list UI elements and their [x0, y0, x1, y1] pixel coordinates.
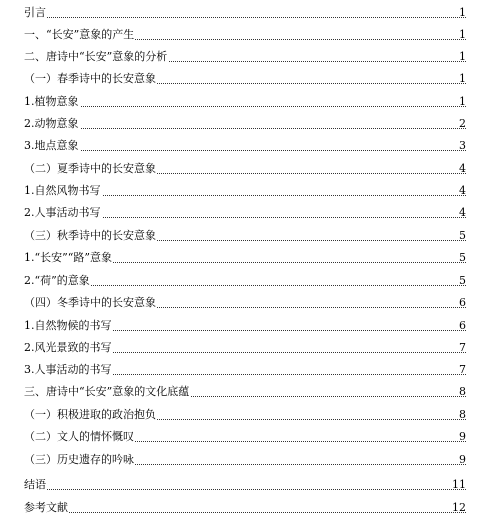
toc-entry-page: 1 [459, 50, 466, 63]
toc-entry-label: （二）夏季诗中的长安意象 [24, 162, 156, 175]
toc-entry-page: 4 [459, 184, 466, 197]
toc-entry-page: 5 [459, 229, 466, 242]
toc-entry-page: 6 [459, 319, 466, 332]
toc-entry-label: （二）文人的情怀慨叹 [24, 430, 134, 443]
toc-entry-label: 2.人事活动书写 [24, 206, 101, 219]
toc-entry[interactable] [0, 499, 500, 519]
toc-entry-page: 2 [459, 117, 466, 130]
toc-entry-page: 5 [459, 274, 466, 287]
toc-entry-label: （一）积极进取的政治抱负 [24, 408, 156, 421]
toc-entry-page: 1 [459, 72, 466, 85]
toc-entry-page: 12 [452, 501, 466, 514]
toc-entry-label: （四）冬季诗中的长安意象 [24, 296, 156, 309]
toc-entry-page: 7 [459, 363, 466, 376]
toc-entry[interactable] [0, 451, 500, 471]
toc-entry-label: 3.人事活动的书写 [24, 363, 112, 376]
toc-entry-page: 8 [459, 408, 466, 421]
toc-entry[interactable] [0, 272, 500, 292]
toc-entry[interactable] [0, 428, 500, 448]
toc-entry[interactable] [0, 339, 500, 359]
toc-entry-label: 三、唐诗中“长安”意象的文化底蕴 [24, 385, 190, 398]
toc-entry-page: 4 [459, 206, 466, 219]
toc-entry[interactable] [0, 249, 500, 269]
toc-entry-label: 参考文献 [24, 501, 68, 514]
toc-entry[interactable] [0, 26, 500, 46]
toc-entry[interactable] [0, 227, 500, 247]
toc-entry-page: 4 [459, 162, 466, 175]
toc-entry-page: 11 [452, 478, 466, 491]
toc-entry[interactable] [0, 476, 500, 496]
toc-entry-label: 1.自然风物书写 [24, 184, 101, 197]
toc-entry-page: 1 [459, 28, 466, 41]
toc-entry[interactable] [0, 361, 500, 381]
toc-entry[interactable] [0, 137, 500, 157]
toc-entry[interactable] [0, 48, 500, 68]
toc-entry-page: 6 [459, 296, 466, 309]
toc-entry-page: 8 [459, 385, 466, 398]
toc-entry-page: 9 [459, 453, 466, 466]
toc-entry-page: 1 [459, 6, 466, 19]
toc-entry-label: 一、“长安”意象的产生 [24, 28, 135, 41]
toc-entry-page: 7 [459, 341, 466, 354]
toc-entry[interactable] [0, 383, 500, 403]
toc-entry-label: 结语 [24, 478, 46, 491]
toc-entry-label: 2.动物意象 [24, 117, 79, 130]
toc-entry-page: 1 [459, 95, 466, 108]
toc-entry-label: （三）秋季诗中的长安意象 [24, 229, 156, 242]
toc-entry-label: 2.“荷”的意象 [24, 274, 90, 287]
toc-leader-dots [24, 128, 466, 129]
toc-entry-label: （一）春季诗中的长安意象 [24, 72, 156, 85]
toc-entry-page: 3 [459, 139, 466, 152]
toc-entry-label: 3.地点意象 [24, 139, 79, 152]
toc-entry-label: 1.植物意象 [24, 95, 79, 108]
toc-entry[interactable] [0, 93, 500, 113]
toc-entry-page: 5 [459, 251, 466, 264]
toc-leader-dots [24, 106, 466, 107]
toc-entry-label: 2.风光景致的书写 [24, 341, 112, 354]
toc-entry-label: 1.“长安”“路”意象 [24, 251, 112, 264]
toc-entry[interactable] [0, 204, 500, 224]
toc-entry-label: 引言 [24, 6, 46, 19]
toc-leader-dots [24, 17, 466, 18]
toc-entry[interactable] [0, 160, 500, 180]
toc-entry-label: 二、唐诗中“长安”意象的分析 [24, 50, 168, 63]
toc-entry-label: 1.自然物候的书写 [24, 319, 112, 332]
toc-entry[interactable] [0, 317, 500, 337]
toc-entry[interactable] [0, 70, 500, 90]
toc-leader-dots [24, 150, 466, 151]
toc-entry[interactable] [0, 4, 500, 24]
toc-entry-label: （三）历史遗存的吟咏 [24, 453, 134, 466]
toc-entry[interactable] [0, 115, 500, 135]
toc-leader-dots [24, 489, 466, 490]
toc-entry[interactable] [0, 182, 500, 202]
toc-entry-page: 9 [459, 430, 466, 443]
toc-entry[interactable] [0, 406, 500, 426]
toc-leader-dots [24, 512, 466, 513]
toc-entry[interactable] [0, 294, 500, 314]
